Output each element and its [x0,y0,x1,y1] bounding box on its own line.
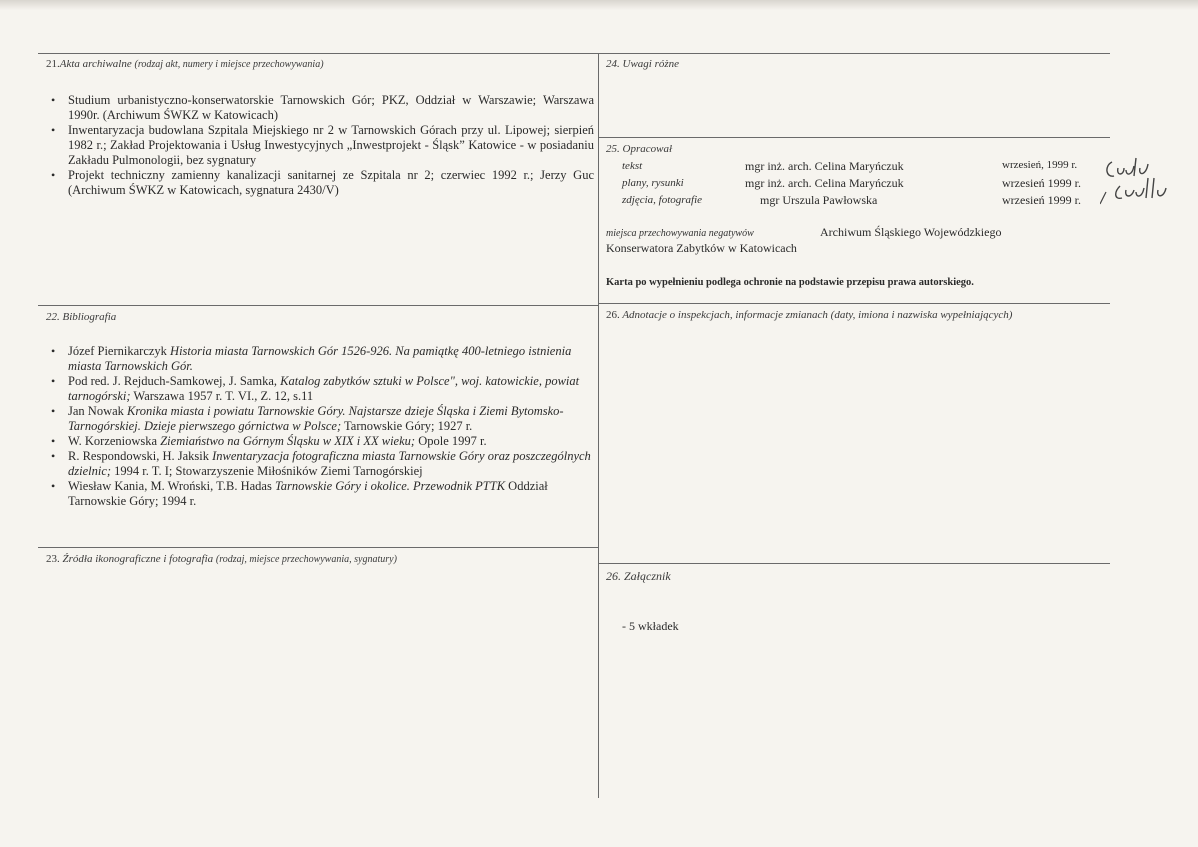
negatives-location-cont: Konserwatora Zabytków w Katowicach [606,241,797,255]
bib-title: Katalog zabytków sztuki w Polsce", woj. katowickie, powiat tarnogórski; [68,374,580,403]
author-date: wrzesień 1999 r. [1002,193,1081,207]
bibliography-item [46,479,602,509]
bibliography-item [46,404,602,434]
bib-author: Józef Piernikarczyk [68,344,171,358]
bib-author: Jan Nowak [68,404,128,418]
bib-author: R. Respondowski, H. Jaksik [68,449,213,463]
scan-edge [0,0,1198,10]
rule-26-26 [598,563,1110,564]
bibliography-list [46,344,602,509]
role-label-text: tekst [622,160,643,172]
section-21-number: 21. [46,58,60,70]
section-24-label: 24. Uwagi różne [606,58,680,70]
section-21-list [46,93,594,198]
bib-publisher: Oddział Tarnowskie Góry; 1994 r. [68,479,548,508]
rule-21-22 [38,305,598,306]
attachment-item: - 5 wkładek [622,619,679,633]
section-22-label: 22. Bibliografia [46,311,117,323]
author-name: mgr inż. arch. Celina Maryńczuk [745,176,904,190]
bib-author: Wiesław Kania, M. Wroński, T.B. Hadas [68,479,275,493]
bib-title: Inwentaryzacja fotograficzna miasta Tarnowskie Góry oraz poszczególnych dzielnic; [68,449,591,478]
section-26-title: Adnotacje o inspekcjach, informacje zmianach [622,309,828,321]
section-26-hint: (daty, imiona i nazwiska wypełniających) [830,309,1013,321]
negatives-location: Archiwum Śląskiego Wojewódzkiego [820,225,1002,239]
archive-item: • Inwentaryzacja budowlana Szpitala Miejskiego nr 2 w Tarnowskich Górach przy ul. Lipowej; sierpień 1982 r.; Zakład Projektowania i Usług Inwestycyjnych „Inwestprojekt - Śląsk” Katowice - w posiadaniu Zakładu Pulmonologii, bez sygnatury [46,123,594,168]
bib-title: Historia miasta Tarnowskich Gór 1526-926. Na pamiątkę 400-letniego istnienia miasta Tarnowskich Gór. [68,344,572,373]
negatives-label: miejsca przechowywania negatywów [606,228,754,239]
bib-publisher: Warszawa 1957 r. T. VI., Z. 12, s.11 [130,389,314,403]
section-23-number: 23. [46,553,60,565]
rule-22-23 [38,547,598,548]
section-23-hint: (rodzaj, miejsce przechowywania, sygnatury) [215,554,397,565]
section-21-label [46,58,324,70]
author-name: mgr inż. arch. Celina Maryńczuk [745,159,904,173]
bib-author: W. Korzeniowska [68,434,161,448]
archive-item: • Studium urbanistyczno-konserwatorskie Tarnowskich Gór; PKZ, Oddział w Warszawie; Warszawa 1990r. (Archiwum ŚWKZ w Katowicach) [46,93,594,123]
bibliography-item [46,344,602,374]
role-label-plans: plany, rysunki [622,177,684,189]
section-21-title: Akta archiwalne [59,58,132,70]
bib-title: Kronika miasta i powiatu Tarnowskie Góry. Najstarsze dzieje Śląska i Ziemi Bytomsko-Tarnogórskiej. Dzieje pierwszego górnictwa w Polsce; [68,404,564,433]
section-26-attachment-label: 26. Załącznik [606,569,671,583]
bib-publisher: Opole 1997 r. [415,434,487,448]
section-23-label [46,553,397,565]
section-23-title: Źródła ikonograficzne i fotografia [62,553,214,565]
top-rule [38,53,1110,54]
bibliography-item [46,434,602,449]
bib-publisher: Tarnowskie Góry; 1927 r. [341,419,473,433]
archive-item: • Projekt techniczny zamienny kanalizacji sanitarnej ze Szpitala nr 2; czerwiec 1992 r.; Jerzy Guc (Archiwum ŚWKZ w Katowicach, sygnatura 2430/V) [46,168,594,198]
signature-mark [1100,148,1192,206]
bib-author: Pod red. J. Rejduch-Samkowej, J. Samka, [68,374,281,388]
author-date: wrzesień, 1999 r. [1002,159,1078,171]
section-25-label: 25. Opracował [606,143,672,155]
copyright-note: Karta po wypełnieniu podlega ochronie na podstawie przepisu prawa autorskiego. [606,277,974,288]
section-26-number: 26. [606,309,620,321]
role-label-photos: zdjęcia, fotografie [622,194,703,206]
bibliography-item [46,374,602,404]
author-name: mgr Urszula Pawłowska [760,193,878,207]
author-date: wrzesień 1999 r. [1002,176,1081,190]
rule-24-25 [598,137,1110,138]
bib-title: Tarnowskie Góry i okolice. Przewodnik PTTK [274,479,506,493]
bib-title: Ziemiaństwo na Górnym Śląsku w XIX i XX wieku; [160,434,416,448]
rule-25-26 [598,303,1110,304]
section-26-annotations-label [606,309,1012,321]
bibliography-item [46,449,602,479]
section-21-hint: (rodzaj akt, numery i miejsce przechowywania) [134,59,324,70]
bib-publisher: 1994 r. T. I; Stowarzyszenie Miłośników Ziemi Tarnogórskiej [111,464,423,478]
